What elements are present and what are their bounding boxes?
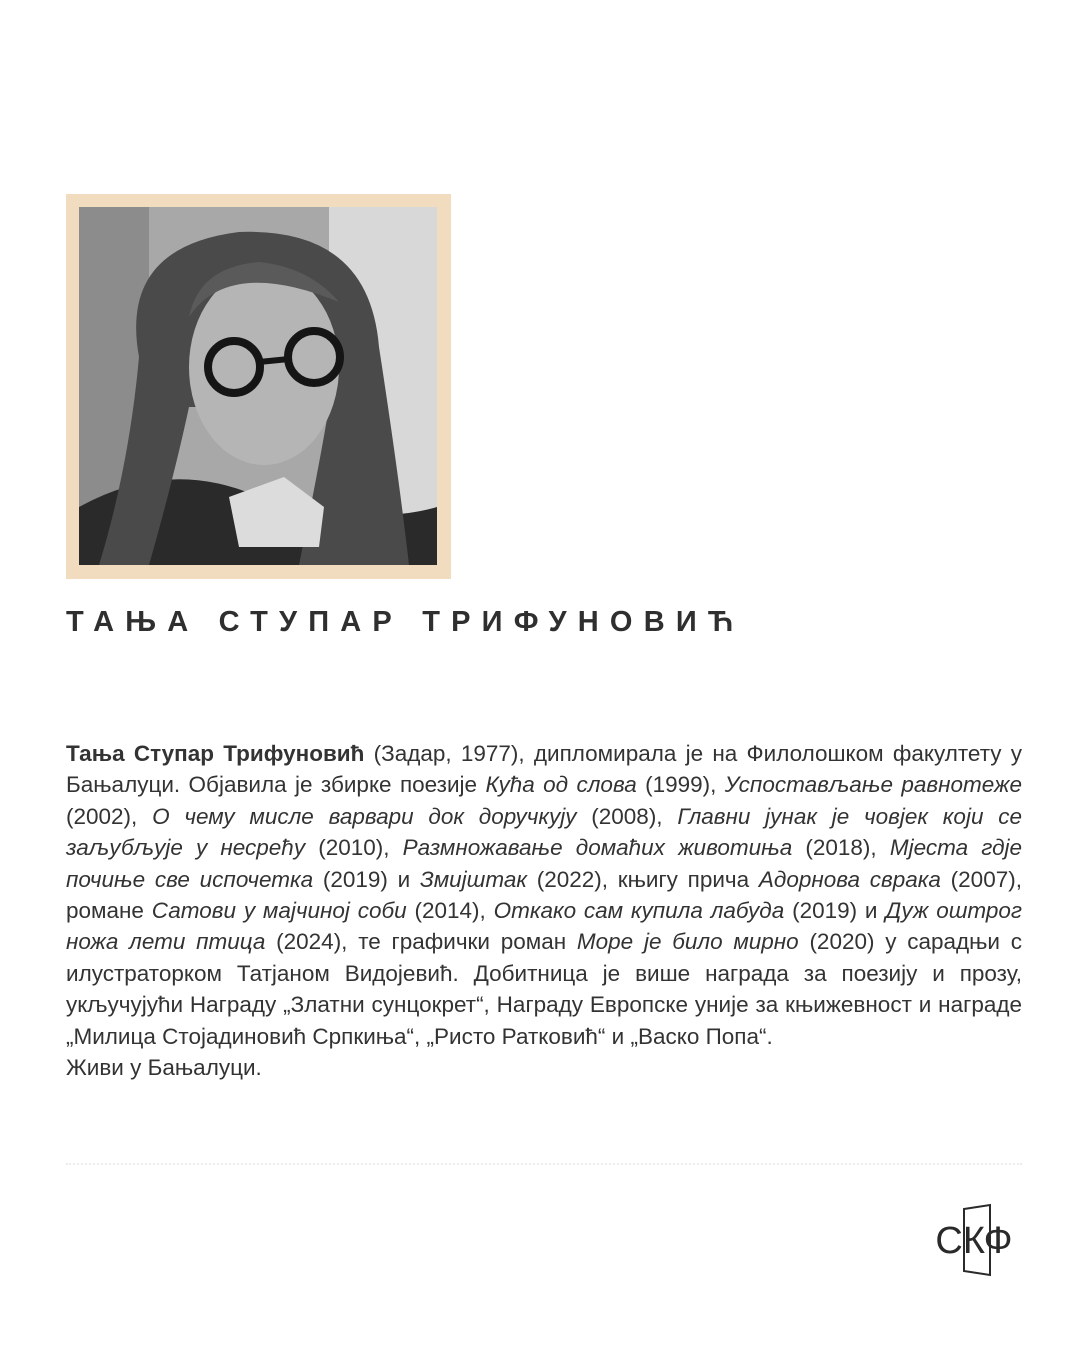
biography-paragraph	[66, 738, 1022, 1052]
book-title: Успостављање равнотеже	[724, 772, 1023, 798]
book-title: Кућа од слова	[485, 772, 637, 798]
bio-text: (2008),	[576, 803, 678, 829]
book-title: Размножавање домаћих животиња	[402, 835, 793, 861]
book-title: Главни јунак је човјек који се заљубљује у несрећу	[66, 803, 1022, 861]
book-title: Откако сам купила лабуда	[493, 898, 785, 924]
book-title: Змијштак	[419, 866, 527, 892]
skf-logo-text: СКФ	[935, 1220, 1013, 1262]
bio-text: (2007), романе	[66, 866, 1022, 924]
bio-author-name: Тања Ступар Трифуновић	[66, 741, 365, 766]
bio-text: (2024), те графички роман	[265, 929, 577, 955]
book-title: Сатови у мајчиној соби	[151, 898, 407, 924]
bio-text: (2019) и	[313, 866, 420, 892]
bio-text: (2022), књигу прича	[527, 866, 759, 892]
biography	[66, 738, 1022, 1083]
residence-line: Живи у Бањалуци.	[66, 1055, 262, 1081]
bio-text: (2014),	[406, 898, 494, 924]
portrait-image	[79, 207, 437, 565]
bio-text: (2010),	[305, 835, 403, 861]
author-photo	[79, 207, 437, 565]
bio-text: (Задар, 1977), дипломирала је на Филолошком факултету у Бањалуци. Објавила је збирке поезије	[66, 741, 1022, 798]
bio-text: (2018),	[792, 835, 890, 861]
bio-text: (1999),	[636, 772, 725, 798]
book-title: Дуж оштрог ножа лети птица	[66, 898, 1023, 955]
book-title: О чему мисле варвари док доручкују	[152, 803, 577, 829]
book-title: Море је било мирно	[576, 929, 799, 955]
book-title: Адорнова сврака	[758, 866, 941, 892]
skf-logo-mark	[928, 1203, 1020, 1277]
skf-logo	[928, 1203, 1020, 1277]
author-photo-frame	[66, 194, 451, 579]
bio-text: (2002),	[66, 803, 153, 829]
book-title: Мјеста гдје почиње све испочетка	[66, 835, 1023, 892]
dotted-divider	[66, 1163, 1022, 1165]
bio-text: (2020) у сарадњи с илустраторком Татјаном Видојевић. Добитница је више награда за поезију и прозу, укључујући Награду „Златни сунцокрет“, Награду Европске уније за књижевност и награде „Милица Стојадиновић Српкиња“, „Ристо Ратковић“ и „Васко Попа“.	[66, 929, 1023, 1049]
author-name-heading: ТАЊА СТУПАР ТРИФУНОВИЋ	[66, 606, 745, 638]
bio-text: (2019) и	[784, 898, 886, 924]
